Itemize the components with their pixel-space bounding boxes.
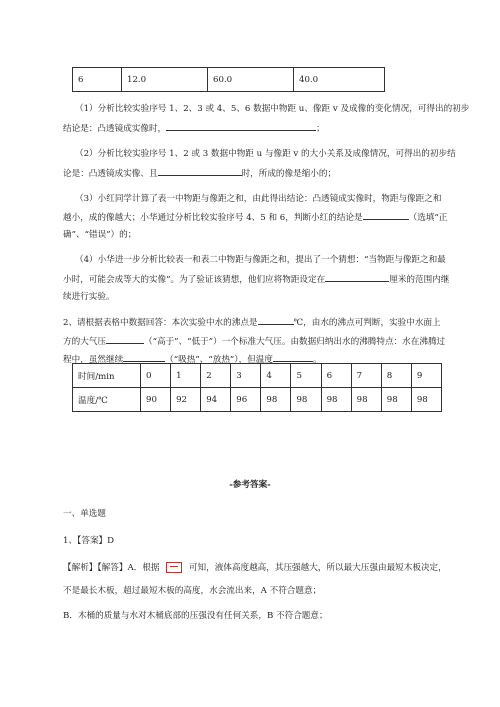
answer-item-1: 1、【答案】D — [63, 536, 115, 546]
q5-text-end: ℃，由水的沸点可判断，实验中水面上 — [293, 318, 441, 328]
q5-text-end: （“高于”、“低于”）一个标准大气压。由数据归纳出水的沸腾特点：水在沸腾过 — [143, 337, 446, 347]
table-cell: 98 — [291, 388, 321, 412]
q3-line3: 确”、“错误”）的； — [63, 230, 137, 240]
table-cell: 92 — [171, 388, 201, 412]
q3-text-end: （选填“正 — [408, 213, 448, 223]
q4-line3: 续进行实验。 — [63, 292, 115, 302]
table-row — [73, 364, 442, 388]
table-header-cell: 9 — [411, 364, 441, 388]
analysis-line2: 不是最长木板，超过最短木板的高度，水会流出来，A 不符合题意； — [63, 586, 322, 596]
table-header-cell: 4 — [261, 364, 291, 388]
answer-blank[interactable] — [123, 352, 165, 362]
q5-line1 — [63, 315, 441, 328]
answer-blank[interactable] — [258, 315, 294, 325]
q3-line1: （3）小红同学计算了表一中物距与像距之和，由此得出结论：凸透镜成实像时，物距与像距之和 — [75, 194, 442, 204]
table-cell: 98 — [351, 388, 381, 412]
table-cell: 98 — [261, 388, 291, 412]
answer-blank[interactable] — [273, 352, 313, 362]
table-cell: 60.0 — [208, 68, 294, 92]
table-header-cell: 时间/min — [73, 364, 141, 388]
analysis-line3: B．木桶的质量与水对木桶底部的压强没有任何关系，B 不符合题意； — [63, 611, 328, 621]
table-header-cell: 1 — [171, 364, 201, 388]
table-2 — [72, 363, 442, 412]
q5-text: 程中，虽然继续 — [63, 355, 124, 365]
table-row — [73, 68, 385, 92]
answer-blank[interactable] — [158, 166, 242, 176]
section-heading: 一、单选题 — [63, 509, 106, 519]
answer-blank[interactable] — [106, 334, 144, 344]
q5-text-mid: （“吸热”、“放热”），但温度 — [165, 355, 273, 365]
table-row — [73, 388, 442, 412]
table-cell: 98 — [321, 388, 351, 412]
answer-blank[interactable] — [166, 121, 316, 131]
q4-text: 小时，可能会成等大的实像”。为了验证该猜想，他们应将物距设定在 — [63, 275, 326, 285]
table-cell: 40.0 — [294, 68, 385, 92]
table-cell: 94 — [201, 388, 231, 412]
q4-line2 — [63, 272, 449, 285]
q5-text: 方的大气压 — [63, 337, 106, 347]
table-1 — [72, 67, 385, 92]
answers-title: -参考答案- — [229, 480, 271, 490]
table-header-cell: 7 — [351, 364, 381, 388]
q2-line2 — [63, 166, 336, 179]
q5-line2 — [63, 334, 445, 347]
table-cell: 90 — [141, 388, 171, 412]
table-cell: 6 — [73, 68, 122, 92]
q1-text: 结论是：凸透镜成实像时， — [63, 124, 167, 134]
table-header-cell: 2 — [201, 364, 231, 388]
q5-text: 2、请根据表格中数据回答：本次实验中水的沸点是 — [63, 318, 258, 328]
table-cell: 98 — [411, 388, 441, 412]
table-cell: 温度/℃ — [73, 388, 141, 412]
table-cell: 12.0 — [122, 68, 208, 92]
q4-line1: （4）小华进一步分析比较表一和表二中物距与像距之和，提出了一个猜想：“当物距与像距之和最 — [75, 255, 446, 265]
table-header-cell: 6 — [321, 364, 351, 388]
table-header-cell: 3 — [231, 364, 261, 388]
analysis-text-end: 可知，液体高度越高，其压强越大，所以最大压强由最短木板决定， — [188, 563, 447, 573]
q1-line1: （1）分析比较实验序号 1、2、3 或 4、5、6 数据中物距 u、像距 v 及成像的变化情况，可得出的初步 — [75, 104, 470, 114]
q1-line2 — [63, 121, 325, 134]
q5-text-end: 。 — [312, 355, 322, 365]
q2-line1: （2）分析比较实验序号 1、2 或 3 数据中物距 u 与像距 v 的大小关系及成像情况，可得出的初步结 — [75, 149, 456, 159]
q3-line2 — [63, 210, 447, 223]
table-header-cell: 5 — [291, 364, 321, 388]
q4-text-end: 厘米的范围内继 — [389, 275, 450, 285]
q3-text: 越小，成的像越大；小华通过分析比较实验序号 4、5 和 6，判断小红的结论是 — [63, 213, 363, 223]
analysis-text: 【解析】【解答】A．根据 — [63, 563, 160, 573]
table-cell: 96 — [231, 388, 261, 412]
q2-text: 论是：凸透镜成实像、且 — [63, 169, 158, 179]
table-header-cell: 8 — [381, 364, 411, 388]
table-cell: 98 — [381, 388, 411, 412]
answer-blank[interactable] — [325, 272, 389, 282]
analysis-line1 — [63, 561, 447, 573]
q2-text-end: 时，所成的像是缩小的； — [241, 169, 337, 179]
formula-image-icon — [166, 562, 182, 573]
answer-blank[interactable] — [363, 210, 409, 220]
q1-text-end: ； — [316, 124, 325, 134]
table-header-cell: 0 — [141, 364, 171, 388]
